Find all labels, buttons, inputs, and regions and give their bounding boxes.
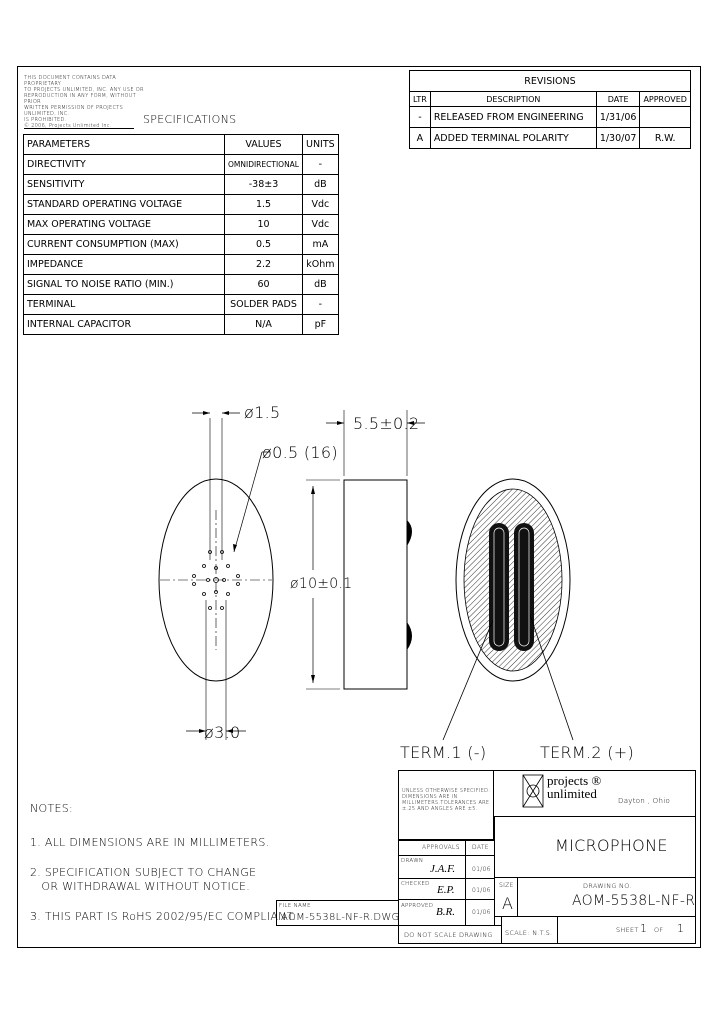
- spec-param: SIGNAL TO NOISE RATIO (MIN.): [24, 275, 225, 295]
- rev-header: DESCRIPTION: [430, 92, 596, 107]
- date-label: DATE: [472, 844, 489, 851]
- approved-date: 01/06: [472, 909, 491, 916]
- rev-date: 1/31/06: [596, 107, 640, 128]
- company-line1: projects ®: [547, 773, 602, 788]
- note-item: 1. ALL DIMENSIONS ARE IN MILLIMETERS.: [30, 836, 270, 849]
- rev-description: ADDED TERMINAL POLARITY: [430, 128, 596, 149]
- notice-line: © 2006, Projects Unlimited Inc.: [24, 123, 112, 129]
- dim-hole-diameter: ø1.5: [244, 403, 281, 422]
- drawn-by: J.A.F.: [430, 863, 456, 875]
- scale-value: SCALE: N.T.S.: [505, 929, 553, 937]
- spec-unit: -: [303, 295, 339, 315]
- specifications-title: SPECIFICATIONS: [143, 113, 237, 126]
- drawing-no-label: DRAWING NO.: [583, 882, 632, 890]
- rear-view: [443, 479, 573, 740]
- rev-approved: R.W.: [640, 128, 691, 149]
- sheet-number: 1: [640, 922, 648, 935]
- spec-unit: mA: [303, 235, 339, 255]
- spec-param: INTERNAL CAPACITOR: [24, 315, 225, 335]
- checked-label: CHECKED: [401, 881, 430, 887]
- sheet-label: SHEET: [616, 926, 639, 934]
- spec-value: 2.2: [225, 255, 303, 275]
- spec-param: DIRECTIVITY: [24, 155, 225, 175]
- size-label: SIZE: [499, 882, 514, 889]
- spec-value: 10: [225, 215, 303, 235]
- dim-diameter: ø10±0.1: [290, 576, 353, 592]
- notice-line: REPRODUCTION IN ANY FORM, WITHOUT PRIOR: [24, 93, 137, 105]
- dim-small-holes: ø0.5 (16): [262, 443, 338, 462]
- spec-unit: Vdc: [303, 215, 339, 235]
- notice-line: THIS DOCUMENT CONTAINS DATA PROPRIETARY: [24, 75, 117, 87]
- notice-line: WRITTEN PERMISSION OF PROJECTS UNLIMITED, INC.: [24, 105, 124, 117]
- company-line2: unlimited: [547, 786, 597, 801]
- note-item: 3. THIS PART IS RoHS 2002/95/EC COMPLIANT.: [30, 910, 297, 923]
- spec-unit: Vdc: [303, 195, 339, 215]
- spec-header: UNITS: [303, 135, 339, 155]
- spec-value: OMNIDIRECTIONAL: [225, 155, 303, 175]
- rev-description: RELEASED FROM ENGINEERING: [430, 107, 596, 128]
- note-item: OR WITHDRAWAL WITHOUT NOTICE.: [30, 880, 251, 893]
- spec-param: TERMINAL: [24, 295, 225, 315]
- rev-header: DATE: [596, 92, 640, 107]
- rev-date: 1/30/07: [596, 128, 640, 149]
- company-name: [547, 774, 601, 800]
- file-name: AOM-5538L-NF-R.DWG: [281, 912, 400, 923]
- drawn-label: DRAWN: [401, 858, 424, 864]
- company-city: Dayton , Ohio: [618, 797, 671, 805]
- spec-value: -38±3: [225, 175, 303, 195]
- dim-bottom: ø3.0: [204, 723, 241, 742]
- spec-unit: dB: [303, 275, 339, 295]
- checked-by: E.P.: [437, 884, 455, 896]
- spec-header: VALUES: [225, 135, 303, 155]
- spec-param: STANDARD OPERATING VOLTAGE: [24, 195, 225, 215]
- checked-date: 01/06: [472, 887, 491, 894]
- tolerance-note: UNLESS OTHERWISE SPECIFIED: DIMENSIONS ARE IN MILLIMETERS.TOLERANCES ARE ±.25 AND ANGLES ARE ±5.: [402, 788, 491, 812]
- notes-title: NOTES:: [30, 802, 74, 815]
- spec-value: N/A: [225, 315, 303, 335]
- notice-line: TO PROJECTS UNLIMITED, INC. ANY USE OR: [24, 87, 144, 93]
- notice-line: IS PROHIBITED.: [24, 117, 67, 123]
- spec-value: 1.5: [225, 195, 303, 215]
- part-title: MICROPHONE: [555, 836, 668, 855]
- spec-value: SOLDER PADS: [225, 295, 303, 315]
- approved-label: APPROVED: [401, 903, 434, 909]
- drawn-date: 01/06: [472, 866, 491, 873]
- spec-param: CURRENT CONSUMPTION (MAX): [24, 235, 225, 255]
- no-scale-note: DO NOT SCALE DRAWING: [404, 931, 493, 939]
- rev-header: APPROVED: [640, 92, 691, 107]
- size-value: A: [502, 894, 514, 913]
- drawing-number: AOM-5538L-NF-R: [572, 893, 696, 909]
- rev-header: LTR: [410, 92, 431, 107]
- rev-ltr: -: [410, 107, 431, 128]
- spec-param: SENSITIVITY: [24, 175, 225, 195]
- spec-param: IMPEDANCE: [24, 255, 225, 275]
- approved-by: B.R.: [436, 906, 455, 918]
- of-label: OF: [654, 926, 664, 934]
- term1-label: TERM.1 (-): [400, 743, 487, 762]
- term2-label: TERM.2 (+): [540, 743, 635, 762]
- spec-unit: kOhm: [303, 255, 339, 275]
- spec-unit: dB: [303, 175, 339, 195]
- spec-header: PARAMETERS: [24, 135, 225, 155]
- spec-param: MAX OPERATING VOLTAGE: [24, 215, 225, 235]
- approvals-label: APPROVALS: [422, 844, 460, 851]
- rev-ltr: A: [410, 128, 431, 149]
- revisions-title: REVISIONS: [410, 71, 691, 92]
- note-item: 2. SPECIFICATION SUBJECT TO CHANGE: [30, 866, 257, 879]
- front-view: [159, 411, 273, 740]
- dim-height: 5.5±0.2: [353, 414, 420, 433]
- spec-unit: pF: [303, 315, 339, 335]
- spec-unit: -: [303, 155, 339, 175]
- spec-value: 0.5: [225, 235, 303, 255]
- file-name-label: FILE NAME: [279, 903, 311, 909]
- sheet-total: 1: [677, 922, 685, 935]
- spec-value: 60: [225, 275, 303, 295]
